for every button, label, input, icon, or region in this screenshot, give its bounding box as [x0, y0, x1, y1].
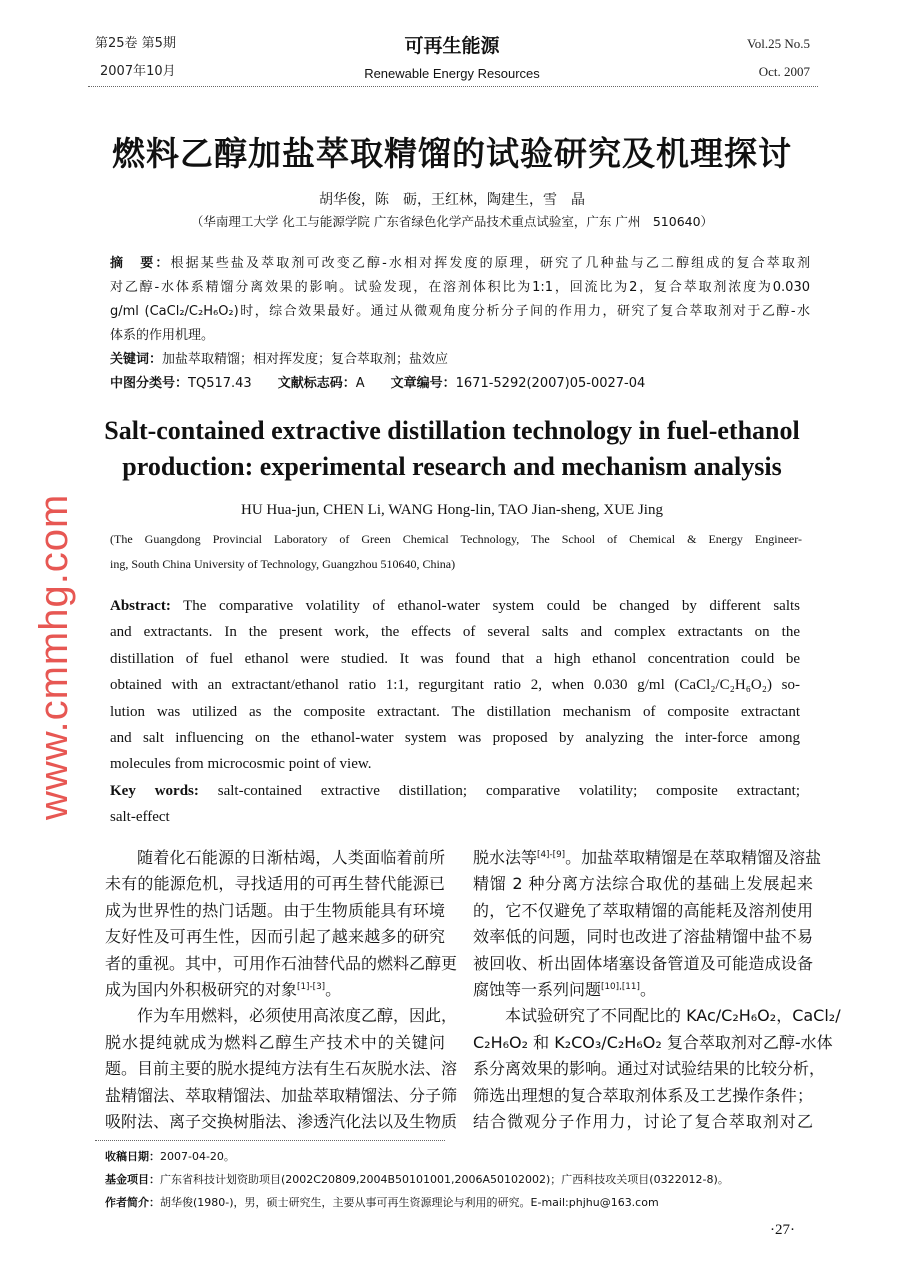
- abstract-en: [110, 593, 800, 831]
- abstract-en-line: and salt influencing on the ethanol-water system was proposed by analyzing the inter-force among: [110, 730, 800, 747]
- body-text: 精馏 2 种分离方法综合取优的基础上发展起来: [473, 874, 813, 894]
- volume-issue-en: Vol.25 No.5: [747, 36, 810, 51]
- clc-label: 中图分类号：: [110, 376, 189, 391]
- abstract-en-line: and extractants. In the present work, the effects of several salts and complex extractants on the: [110, 624, 800, 641]
- body-text: 成为世界性的热门话题。由于生物质能具有环境: [105, 900, 445, 920]
- abstract-en-line: distillation of fuel ethanol were studied. It was found that a high ethanol concentration could be: [110, 650, 800, 667]
- footnote-funding: 广东省科技计划资助项目(2002C20809,2004B50101001,2006A50102002)；广西科技攻关项目(0322012-8)。: [160, 1173, 729, 1186]
- abstract-en-label: Abstract:: [110, 598, 171, 614]
- header-rule: [88, 86, 818, 87]
- body-text: 脱水提纯就成为燃料乙醇生产技术中的关键问: [105, 1032, 445, 1052]
- paper-title-cn: 燃料乙醇加盐萃取精馏的试验研究及机理探讨: [112, 134, 792, 173]
- body-line: [473, 871, 813, 897]
- abstract-en-line: The comparative volatility of ethanol-water system could be changed by different salts: [170, 598, 800, 614]
- body-line: [473, 1056, 826, 1082]
- date-cn: 2007年10月: [100, 64, 176, 79]
- body-line: [105, 1056, 458, 1082]
- body-line: [105, 845, 445, 871]
- body-text: 效率低的问题，同时也改进了溶盐精馏中盐不易: [473, 927, 813, 947]
- body-line: [105, 898, 445, 924]
- body-text: 吸附法、离子交换树脂法、渗透汽化法以及生物质: [105, 1112, 458, 1132]
- body-text: 未有的能源危机，寻找适用的可再生替代能源已: [105, 874, 445, 894]
- abstract-en-line: lution was utilized as the composite extractant. The distillation mechanism of composite extractant: [110, 703, 800, 720]
- keywords-en-label: Key words:: [110, 782, 199, 799]
- body-text: 腐蚀等一系列问题: [473, 980, 602, 1000]
- page-number: ·27·: [770, 1222, 795, 1238]
- doc-code-label: 文献标志码：: [277, 376, 356, 391]
- body-line: [473, 977, 813, 1003]
- footnote-rule: [95, 1140, 445, 1141]
- body-text: C₂H₆O₂ 和 K₂CO₃/C₂H₆O₂ 复合萃取剂对乙醇-水体: [473, 1032, 833, 1052]
- keywords-cn-label: 关键词：: [110, 352, 163, 367]
- paper-title-en: [0, 413, 904, 485]
- citation-ref: [10],[11]: [601, 981, 640, 992]
- journal-title-cn: 可再生能源: [404, 35, 500, 57]
- body-line: [473, 1030, 833, 1056]
- body-text: 系分离效果的影响。通过对试验结果的比较分析，: [473, 1059, 826, 1079]
- footnote-label: 基金项目：: [105, 1173, 160, 1186]
- paper-title-en-line: Salt-contained extractive distillation technology in fuel-ethanol: [104, 416, 800, 445]
- abstract-en-line: molecules from microcosmic point of view.: [110, 756, 372, 773]
- body-text: 脱水法等: [473, 848, 538, 867]
- doc-code: A: [355, 376, 365, 391]
- body-line: [105, 977, 445, 1003]
- body-line: [105, 871, 445, 897]
- body-line: [105, 924, 445, 950]
- abstract-cn-line: 体系的作用机理。: [110, 328, 215, 343]
- body-line: [473, 924, 813, 950]
- abstract-cn-line: g/ml (CaCl₂/C₂H₆O₂)时，综合效果最好。通过从微观角度分析分子间的作用力，研究了复合萃取剂对于乙醇-水: [110, 304, 810, 319]
- abstract-cn-label: 摘 要：: [110, 256, 171, 271]
- body-line: [105, 1030, 445, 1056]
- footnote-label: 作者简介：: [105, 1196, 160, 1209]
- body-text: 的，它不仅避免了萃取精馏的高能耗及溶剂使用: [473, 900, 813, 920]
- body-text: 者的重视。其中，可用作石油替代品的燃料乙醇更: [105, 953, 458, 973]
- footnotes: [105, 1145, 815, 1214]
- article-no-label: 文章编号：: [390, 376, 456, 391]
- footnote-received: 2007-04-20。: [160, 1150, 235, 1163]
- body-text: 成为国内外积极研究的对象: [105, 980, 298, 1000]
- body-text: 随着化石能源的日渐枯竭，人类面临着前所: [137, 848, 445, 867]
- affiliation-en-line: ing, South China University of Technology, Guangzhou 510640, China): [110, 557, 456, 571]
- watermark: www.cmmhg.com: [32, 493, 76, 820]
- authors-en: HU Hua-jun, CHEN Li, WANG Hong-lin, TAO Jian-sheng, XUE Jing: [241, 502, 663, 518]
- body-text: 筛选出理想的复合萃取剂体系及工艺操作条件；: [473, 1085, 813, 1105]
- abstract-cn: [110, 252, 810, 396]
- body-line: [473, 898, 813, 924]
- body-text: 。: [639, 980, 656, 1000]
- body-text: 本试验研究了不同配比的 KAc/C₂H₆O₂，CaCl₂/: [505, 1006, 841, 1026]
- keywords-en-cont: salt-effect: [110, 809, 170, 826]
- footnote-author-bio: 胡华俊(1980-)，男，硕士研究生，主要从事可再生资源理论与利用的研究。E-mail:phjhu@163.com: [160, 1196, 659, 1209]
- body-text: 盐精馏法、萃取精馏法、加盐萃取精馏法、分子筛: [105, 1085, 458, 1105]
- body-text: 友好性及可再生性，因而引起了越来越多的研究: [105, 927, 445, 947]
- journal-title-en: Renewable Energy Resources: [364, 66, 540, 81]
- paper-title-en-line: production: experimental research and mechanism analysis: [122, 452, 782, 481]
- article-number: 1671-5292(2007)05-0027-04: [455, 376, 646, 391]
- body-text: 。加盐萃取精馏是在萃取精馏及溶盐: [565, 848, 822, 867]
- body-line: [473, 1083, 813, 1109]
- authors-cn: 胡华俊，陈 砺，王红林，陶建生，雪 晶: [319, 192, 585, 208]
- body-line: [105, 951, 458, 977]
- body-line: [105, 1109, 458, 1135]
- affiliation-en-line: (The Guangdong Provincial Laboratory of Green Chemical Technology, The School of Chemical & Energy Engineer-: [110, 532, 802, 546]
- body-line: [105, 1083, 458, 1109]
- body-line: [473, 1003, 841, 1029]
- body-column-left: [105, 845, 458, 1135]
- footnote-label: 收稿日期：: [105, 1150, 160, 1163]
- body-text: 被回收、析出固体堵塞设备管道及可能造成设备: [473, 953, 813, 973]
- citation-ref: [4]-[9]: [537, 849, 566, 860]
- citation-ref: [1]-[3]: [297, 981, 326, 992]
- abstract-cn-line: 根据某些盐及萃取剂可改变乙醇-水相对挥发度的原理，研究了几种盐与乙二醇组成的复合萃取剂: [170, 256, 810, 271]
- keywords-en: salt-contained extractive distillation; comparative volatility; composite extractant;: [198, 782, 800, 799]
- clc-number: TQ517.43: [188, 376, 252, 391]
- affiliation-cn: （华南理工大学 化工与能源学院 广东省绿色化学产品技术重点试验室，广东 广州 510640）: [190, 214, 714, 229]
- body-line: [473, 1109, 813, 1135]
- body-line: [473, 951, 813, 977]
- body-text: 结合微观分子作用力，讨论了复合萃取剂对乙: [473, 1112, 813, 1132]
- body-text: 作为车用燃料，必须使用高浓度乙醇，因此，: [137, 1006, 458, 1026]
- body-text: 题。目前主要的脱水提纯方法有生石灰脱水法、溶: [105, 1059, 458, 1079]
- date-en: Oct. 2007: [758, 64, 810, 79]
- body-column-right: [473, 845, 841, 1135]
- affiliation-en: [110, 527, 802, 577]
- body-line: [473, 845, 822, 871]
- body-line: [105, 1003, 458, 1029]
- body-text: 。: [325, 980, 342, 1000]
- abstract-cn-line: 对乙醇-水体系精馏分离效果的影响。试验发现，在溶剂体积比为1:1，回流比为2，复合萃取剂浓度为0.030: [110, 280, 810, 295]
- keywords-cn: 加盐萃取精馏；相对挥发度；复合萃取剂；盐效应: [162, 352, 449, 367]
- volume-issue-cn: 第25卷 第5期: [95, 36, 176, 51]
- abstract-en-line: obtained with an extractant/ethanol ratio 1:1, regurgitant ratio 2, when 0.030 g/ml (CaCl₂/C₂H₆O₂) so-: [110, 677, 800, 694]
